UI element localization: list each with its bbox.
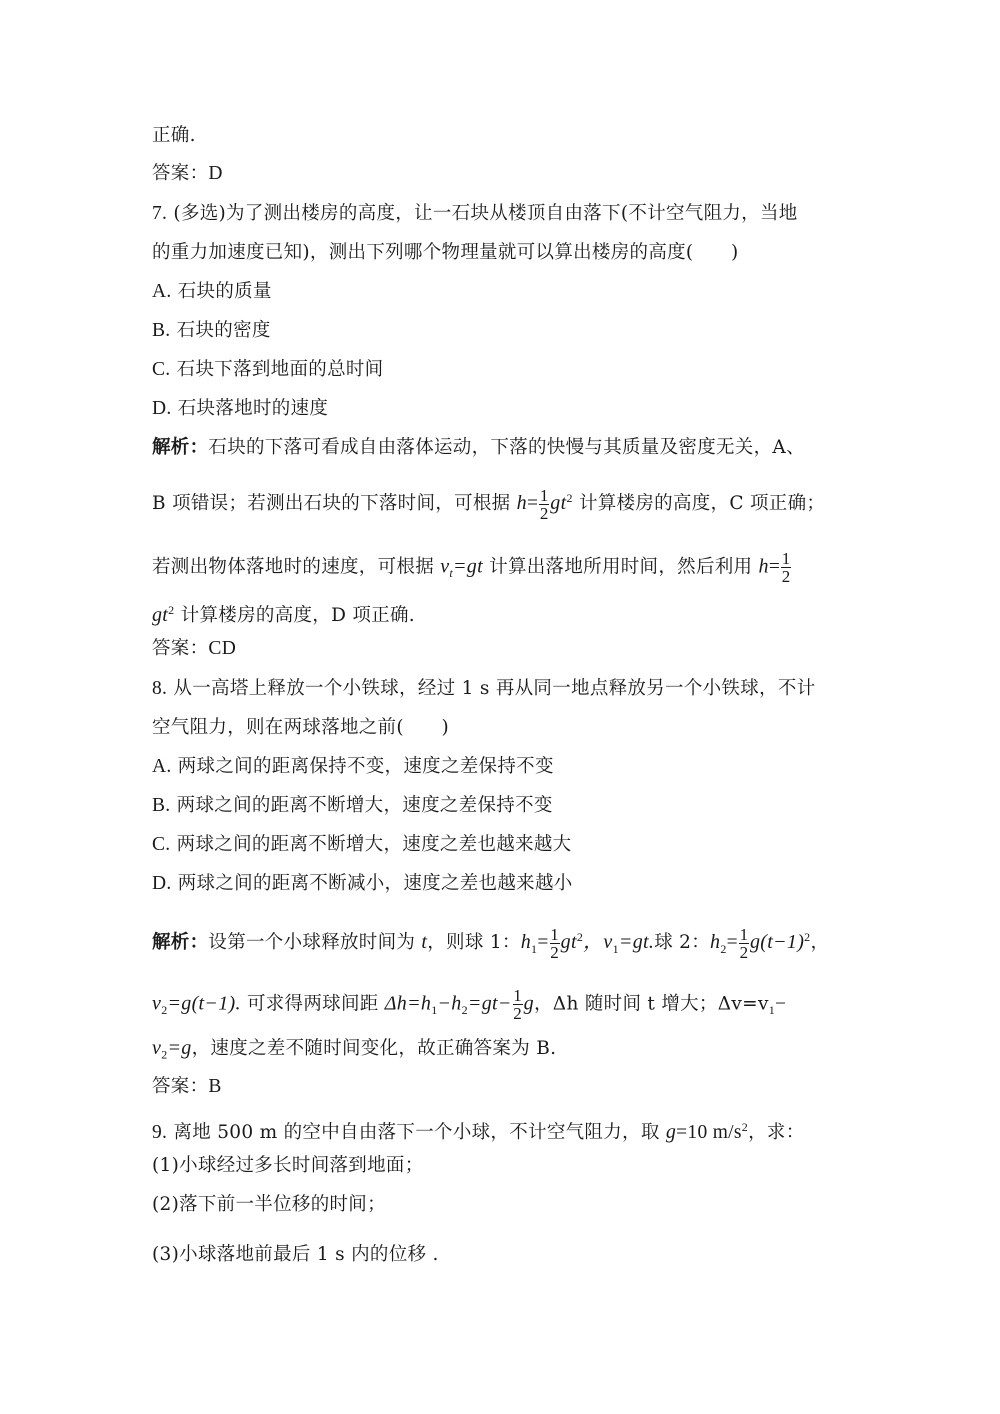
analysis-text: 计算出落地所用时间，然后利用 (482, 556, 759, 578)
formula-expr: Δh=h (384, 992, 432, 1015)
formula-expr: =g(t−1). (167, 992, 241, 1015)
superscript: 2 (168, 603, 175, 617)
formula-op: = (768, 556, 781, 578)
analysis-text: 设第一个小球释放时间为 (208, 932, 422, 954)
formula-var: h (758, 555, 769, 578)
option-text: 两球之间的距离不断增大，速度之差保持不变 (176, 795, 553, 816)
formula-op: = (526, 493, 539, 515)
q8-stem-text: 从一高塔上释放一个小铁球，经过 1 s 再从同一地点释放另一个小铁球，不计 (173, 678, 816, 699)
q7-option-d (152, 397, 328, 421)
option-text: 两球之间的距离保持不变，速度之差保持不变 (177, 756, 554, 777)
formula-var: h (516, 492, 527, 515)
analysis-label: 解析： (152, 932, 209, 954)
q8-option-b (152, 794, 553, 818)
prev-tail-text: 正确. (152, 125, 196, 146)
formula-var: v (440, 555, 450, 578)
answer-value: B (208, 1076, 222, 1097)
q9-part-1 (152, 1154, 424, 1178)
formula-expr: =gt (453, 555, 483, 578)
q8-stem-line1 (152, 677, 815, 701)
q8-option-c (152, 833, 571, 857)
fraction (739, 926, 749, 961)
analysis-text: ，速度之差不随时间变化，故正确答案为 B. (191, 1038, 557, 1059)
q7-option-b (152, 319, 271, 343)
q7-analysis-line1 (152, 436, 805, 460)
q9-stem-text: ，求： (748, 1122, 805, 1144)
option-key: A. (152, 281, 172, 302)
q8-analysis-line3 (152, 1036, 556, 1067)
q7-option-a (152, 280, 272, 304)
formula-var: v (152, 1037, 162, 1059)
option-key: A. (152, 756, 172, 777)
answer-value: D (208, 163, 223, 184)
option-key: C. (152, 834, 171, 855)
subscript: 1 (612, 941, 619, 956)
formula-expr: −h (437, 992, 462, 1015)
answer-label: 答案： (152, 638, 209, 659)
option-key: B. (152, 795, 171, 816)
analysis-text: 球 2： (654, 932, 711, 954)
subscript: 1 (768, 1003, 776, 1018)
formula-var: g (665, 1121, 677, 1144)
option-text: 石块落地时的速度 (177, 398, 329, 419)
formula-expr: =g (167, 1037, 192, 1059)
formula-value: =10 m/s (676, 1122, 742, 1144)
option-key: C. (152, 359, 171, 380)
analysis-text: 计算楼房的高度，D 项正确. (174, 605, 415, 627)
analysis-text: ， (810, 932, 830, 954)
q8-analysis-line1 (152, 925, 829, 961)
q8-answer (152, 1075, 222, 1099)
formula-var: g (523, 992, 534, 1015)
analysis-text: 可求得两球间距 (240, 993, 385, 1015)
q7-stem-text: (多选)为了测出楼房的高度，让一石块从楼顶自由落下(不计空气阻力，当地 (173, 203, 798, 224)
formula-op: = (537, 932, 549, 954)
fraction-numerator: 1 (550, 924, 560, 944)
analysis-label: 解析： (152, 437, 209, 458)
analysis-text: ，则球 1： (427, 932, 521, 954)
answer-label: 答案： (152, 163, 209, 184)
formula-var: gt (550, 492, 567, 515)
fraction-numerator: 1 (513, 986, 523, 1005)
formula-var: gt (560, 931, 577, 954)
option-key: B. (152, 320, 171, 341)
superscript: 2 (566, 491, 573, 505)
subscript: 2 (161, 1047, 168, 1062)
analysis-text: B 项错误；若测出石块的下落时间，可根据 (152, 493, 517, 515)
question-number: 7. (152, 203, 168, 224)
superscript: 2 (576, 930, 584, 944)
fraction (550, 926, 560, 961)
subscript: t (449, 566, 454, 581)
question-number: 9. (152, 1122, 168, 1144)
sub-question-text: (3)小球落地前最后 1 s 内的位移 . (152, 1244, 439, 1265)
formula-expr: =gt− (467, 992, 512, 1015)
option-text: 石块的质量 (177, 281, 272, 302)
formula-var: h (710, 931, 721, 954)
q8-option-d (152, 872, 573, 896)
q8-stem-line2 (152, 716, 449, 740)
q7-stem-text2: 的重力加速度已知)，测出下列哪个物理量就可以算出楼房的高度( ) (152, 242, 739, 263)
q8-option-a (152, 755, 554, 779)
answer-label: 答案： (152, 1076, 209, 1097)
prev-analysis-tail (152, 124, 196, 148)
analysis-text: 石块的下落可看成自由落体运动，下落的快慢与其质量及密度无关，A、 (208, 437, 805, 458)
option-text: 石块的密度 (176, 320, 271, 341)
analysis-text: 若测出物体落地时的速度，可根据 (152, 556, 441, 578)
q7-analysis-line2 (152, 486, 825, 522)
fraction-denominator: 2 (739, 942, 749, 962)
q7-analysis-line4 (152, 598, 415, 628)
q7-option-c (152, 358, 383, 382)
q9-stem (152, 1115, 805, 1145)
answer-value: CD (208, 638, 237, 659)
formula-var: h (520, 931, 532, 954)
subscript: 2 (461, 1003, 468, 1018)
q7-analysis-line3 (152, 550, 792, 585)
superscript: 2 (741, 1120, 749, 1134)
q8-analysis-line2 (152, 987, 786, 1022)
q7-stem-line1 (152, 202, 798, 226)
superscript: 2 (804, 930, 811, 944)
fraction (513, 987, 523, 1022)
q7-stem-line2 (152, 241, 739, 265)
q9-stem-text: 离地 500 m 的空中自由落下一个小球，不计空气阻力，取 (173, 1122, 666, 1144)
sub-question-text: (1)小球经过多长时间落到地面； (152, 1155, 424, 1176)
fraction-denominator: 2 (781, 567, 791, 586)
q9-part-3 (152, 1243, 439, 1267)
fraction-denominator: 2 (550, 942, 560, 962)
formula-expr: =gt. (618, 931, 655, 954)
analysis-text: ，Δh 随时间 t 增大；Δv=v (533, 993, 769, 1015)
formula-expr: g(t−1) (749, 931, 805, 954)
option-text: 石块下落到地面的总时间 (176, 359, 384, 380)
subscript: 2 (161, 1003, 168, 1018)
prev-answer (152, 162, 223, 186)
subscript: 1 (531, 941, 538, 956)
question-number: 8. (152, 678, 168, 699)
formula-var: t (421, 931, 428, 954)
formula-var: ，v (583, 931, 613, 954)
option-key: D. (152, 873, 172, 894)
q9-part-2 (152, 1193, 386, 1217)
fraction-denominator: 2 (513, 1004, 523, 1023)
option-key: D. (152, 398, 172, 419)
fraction (781, 550, 791, 585)
fraction-numerator: 1 (781, 549, 791, 568)
fraction (539, 487, 549, 522)
analysis-text: 计算楼房的高度，C 项正确； (572, 493, 826, 515)
q8-stem-text2: 空气阻力，则在两球落地之前( ) (152, 717, 450, 738)
fraction-numerator: 1 (739, 924, 749, 944)
formula-var: v (152, 992, 162, 1015)
sub-question-text: (2)落下前一半位移的时间； (152, 1194, 386, 1215)
q7-answer (152, 637, 236, 661)
formula-op: − (775, 993, 787, 1015)
option-text: 两球之间的距离不断减小，速度之差也越来越小 (177, 873, 573, 894)
fraction-denominator: 2 (539, 503, 549, 523)
formula-op: = (726, 932, 738, 954)
formula-var: gt (152, 604, 169, 627)
fraction-numerator: 1 (539, 485, 549, 505)
subscript: 2 (720, 941, 727, 956)
option-text: 两球之间的距离不断增大，速度之差也越来越大 (176, 834, 572, 855)
subscript: 1 (431, 1003, 438, 1018)
